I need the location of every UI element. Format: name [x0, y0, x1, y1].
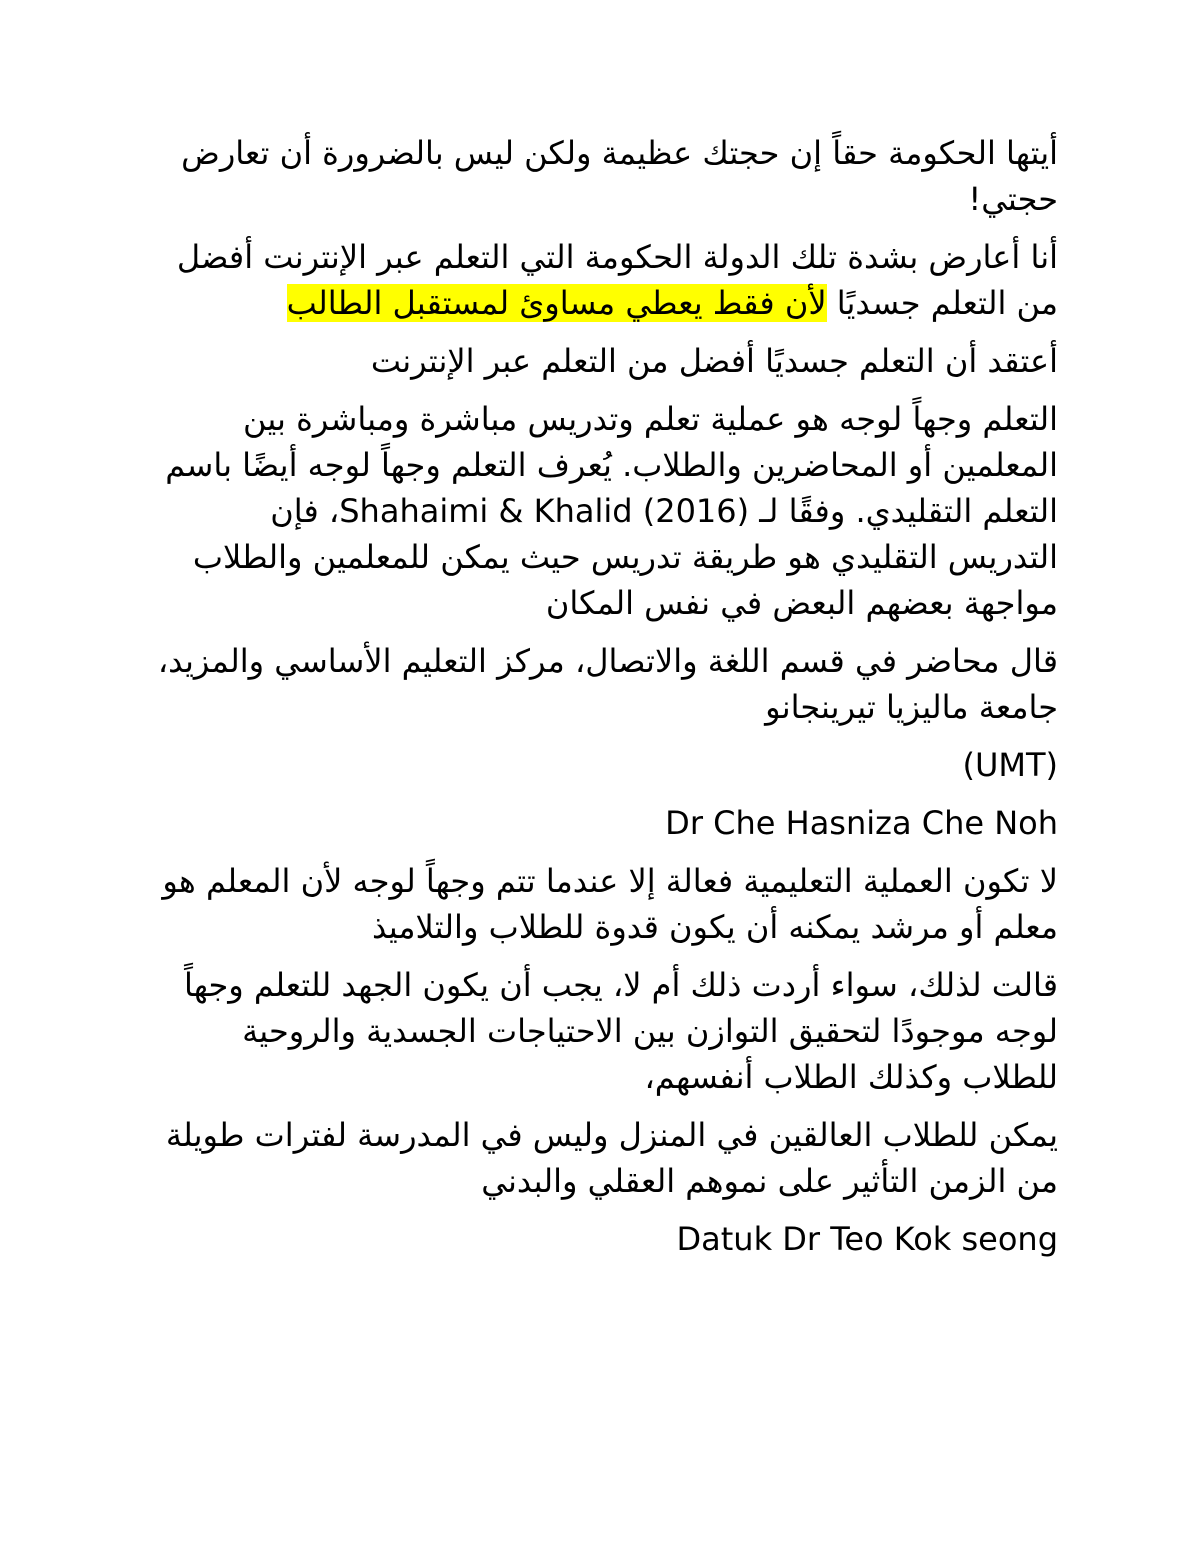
- highlighted-text: لأن فقط يعطي مساوئ لمستقبل الطالب: [286, 284, 827, 322]
- document-page: [150, 130, 1058, 1274]
- paragraph-author-1: Dr Che Hasniza Che Noh: [665, 804, 1058, 842]
- paragraph-8: يمكن للطلاب العالقين في المنزل وليس في المدرسة لفترات طويلة من الزمن التأثير على نموهم العقلي والبدني: [165, 1116, 1058, 1200]
- paragraph-5: قال محاضر في قسم اللغة والاتصال، مركز التعليم الأساسي والمزيد، جامعة ماليزيا تيرينجانو: [157, 642, 1058, 726]
- paragraph-4: التعلم وجهاً لوجه هو عملية تعلم وتدريس مباشرة ومباشرة بين المعلمين أو المحاضرين والطلاب. يُعرف التعلم وجهاً لوجه أيضًا باسم التعلم التقليدي. وفقًا لـ Shahaimi & Khalid (2016)، فإن التدريس التقليدي هو طريقة تدريس حيث يمكن للمعلمين والطلاب مواجهة بعضهم البعض في نفس المكان: [165, 400, 1058, 622]
- paragraph-1: أيتها الحكومة حقاً إن حجتك عظيمة ولكن ليس بالضرورة أن تعارض حجتي!: [181, 134, 1058, 218]
- paragraph-6: لا تكون العملية التعليمية فعالة إلا عندما تتم وجهاً لوجه لأن المعلم هو معلم أو مرشد يمكنه أن يكون قدوة للطلاب والتلاميذ: [162, 862, 1058, 946]
- paragraph-7: قالت لذلك، سواء أردت ذلك أم لا، يجب أن يكون الجهد للتعلم وجهاً لوجه موجودًا لتحقيق التوازن بين الاحتياجات الجسدية والروحية للطلاب وكذلك الطلاب أنفسهم،: [183, 966, 1058, 1096]
- paragraph-author-2: Datuk Dr Teo Kok seong: [676, 1220, 1058, 1258]
- paragraph-2: [150, 234, 1058, 326]
- paragraph-umt: (UMT): [962, 746, 1058, 784]
- paragraph-2-text: أنا أعارض بشدة تلك الدولة الحكومة التي التعلم عبر الإنترنت أفضل من التعلم جسديًا: [176, 238, 1058, 322]
- paragraph-3: أعتقد أن التعلم جسديًا أفضل من التعلم عبر الإنترنت: [370, 342, 1058, 380]
